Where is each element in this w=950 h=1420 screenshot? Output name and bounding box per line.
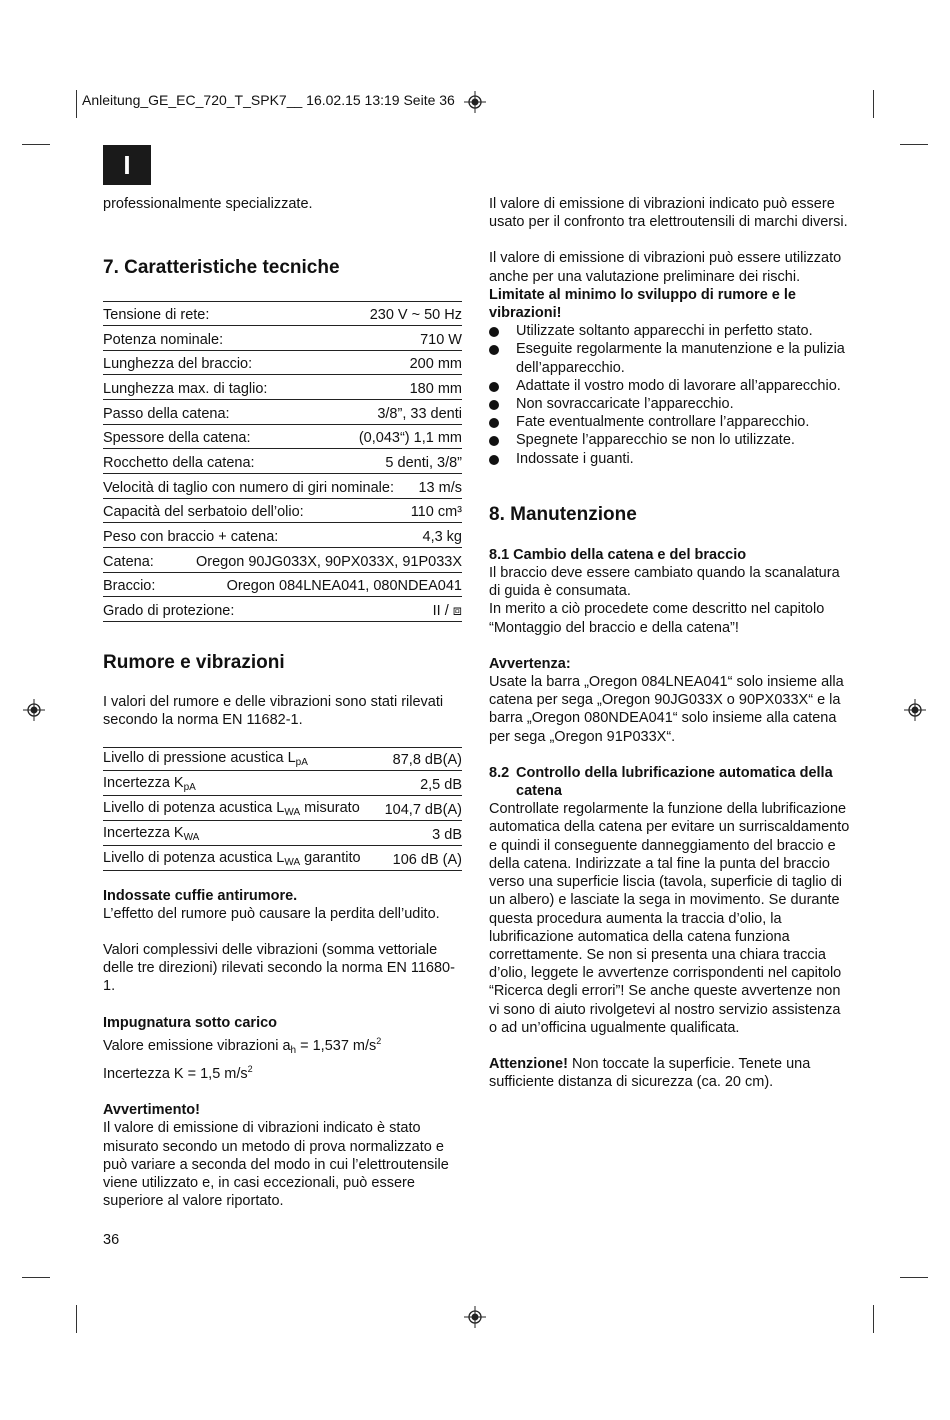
crop-mark bbox=[76, 90, 77, 118]
spec-label: Spessore della catena: bbox=[103, 430, 251, 447]
noise-row bbox=[103, 821, 462, 846]
spec-row bbox=[103, 474, 462, 499]
grip-title: Impugnatura sotto carico bbox=[103, 1014, 278, 1031]
print-slug: Anleitung_GE_EC_720_T_SPK7__ 16.02.15 13:19 Seite 36 bbox=[82, 92, 455, 108]
spec-row bbox=[103, 597, 462, 622]
ear-protection-text: L’effetto del rumore può causare la perdita dell’udito. bbox=[103, 905, 440, 922]
spec-row bbox=[103, 375, 462, 400]
registration-mark-icon bbox=[904, 699, 926, 721]
spec-row bbox=[103, 351, 462, 376]
noise-table bbox=[103, 747, 462, 871]
spec-label: Lunghezza del braccio: bbox=[103, 356, 253, 373]
noise-value: 87,8 dB(A) bbox=[392, 752, 462, 769]
registration-mark-icon bbox=[464, 1306, 486, 1328]
spec-value: Oregon 084LNEA041, 080NDEA041 bbox=[226, 578, 462, 595]
bullet-icon bbox=[489, 382, 499, 392]
bullet-icon bbox=[489, 400, 499, 410]
noise-title: Rumore e vibrazioni bbox=[103, 652, 285, 674]
spec-row bbox=[103, 301, 462, 326]
spec-label: Catena: bbox=[103, 553, 154, 570]
spec-value: 230 V ~ 50 Hz bbox=[369, 306, 462, 323]
noise-label: Livello di potenza acustica $L_{WA}$ misurato bbox=[103, 799, 360, 818]
warning-title: Avvertimento! bbox=[103, 1102, 200, 1119]
noise-value: 106 dB (A) bbox=[392, 851, 462, 868]
noise-label: Incertezza $K_{WA}$ bbox=[103, 824, 200, 843]
spec-value: (0,043“) 1,1 mm bbox=[358, 430, 462, 447]
advice-text: Usate la barra „Oregon 084LNEA041“ solo insieme alla catena per sega „Oregon 90JG033X o 90PX033X“ e la barra „Oregon 080NDEA041“ solo insieme alla catena per sega „Oregon 91P033X“. bbox=[489, 674, 844, 745]
spec-label: Braccio: bbox=[103, 578, 156, 595]
section-8-1-title: 8.1 Cambio della catena e del braccio bbox=[489, 546, 747, 563]
risk-text: Il valore di emissione di vibrazioni può essere utilizzato anche per una valutazione preliminare dei rischi. bbox=[489, 250, 842, 285]
list-item: Indossate i guanti. bbox=[489, 450, 851, 468]
list-item: Eseguite regolarmente la manutenzione e la pulizia dell’apparecchio. bbox=[489, 340, 851, 376]
bullet-icon bbox=[489, 327, 499, 337]
grip-line-1: Valore emissione vibrazioni $a_h = 1,537$ $m/s^2$ bbox=[103, 1035, 382, 1056]
spec-value: 710 W bbox=[420, 331, 462, 348]
noise-label: Livello di pressione acustica $L_{pA}$ bbox=[103, 750, 308, 769]
spec-table bbox=[103, 301, 462, 622]
intro-text: professionalmente specializzate. bbox=[103, 196, 313, 212]
section-8-2-title: 8.2 Controllo della lubrificazione automatica della catena bbox=[489, 764, 833, 800]
crop-mark bbox=[873, 90, 874, 118]
vibration-text: Valori complessivi delle vibrazioni (somma vettoriale delle tre direzioni) rilevati secondo la norma EN 11680-1. bbox=[103, 941, 455, 995]
advice-title: Avvertenza: bbox=[489, 655, 571, 672]
spec-value: Oregon 90JG033X, 90PX033X, 91P033X bbox=[195, 553, 462, 570]
spec-row bbox=[103, 548, 462, 573]
spec-row bbox=[103, 499, 462, 524]
list-item: Non sovraccaricate l’apparecchio. bbox=[489, 395, 851, 413]
spec-label: Capacità del serbatoio dell’olio: bbox=[103, 504, 304, 521]
warning-text: Il valore di emissione di vibrazioni indicato è stato misurato secondo un metodo di prova normalizzato e può variare a seconda del modo in cui l’elettroutensile viene utilizzato e, in casi eccezionali, può essere superiore al valore riportato. bbox=[103, 1120, 449, 1210]
spec-row bbox=[103, 573, 462, 598]
section-8-title: 8. Manutenzione bbox=[489, 503, 637, 525]
section-8-1-text-2: In merito a ciò procedete come descritto nel capitolo “Montaggio del braccio e della catena”! bbox=[489, 601, 825, 636]
noise-label: Livello di potenza acustica $L_{WA}$ garantito bbox=[103, 849, 361, 868]
spec-row bbox=[103, 523, 462, 548]
spec-value: 180 mm bbox=[409, 380, 462, 397]
noise-row bbox=[103, 747, 462, 772]
spec-label: Rocchetto della catena: bbox=[103, 455, 255, 472]
spec-label: Lunghezza max. di taglio: bbox=[103, 380, 268, 397]
list-item: Fate eventualmente controllare l’apparecchio. bbox=[489, 413, 851, 431]
noise-label: Incertezza $K_{pA}$ bbox=[103, 775, 196, 794]
crop-mark bbox=[873, 1305, 874, 1333]
noise-row bbox=[103, 796, 462, 821]
crop-mark bbox=[900, 144, 928, 145]
spec-value: 3/8”, 33 denti bbox=[377, 405, 462, 422]
spec-label: Passo della catena: bbox=[103, 405, 230, 422]
spec-row bbox=[103, 449, 462, 474]
comparison-text: Il valore di emissione di vibrazioni indicato può essere usato per il confronto tra elettroutensili di marchi diversi. bbox=[489, 196, 848, 231]
noise-row bbox=[103, 846, 462, 871]
bullet-icon bbox=[489, 455, 499, 465]
limit-title: Limitate al minimo lo sviluppo di rumore e le vibrazioni! bbox=[489, 286, 796, 322]
attention-text: Attenzione! Non toccate la superficie. Tenete una sufficiente distanza di sicurezza (ca. 20 cm). bbox=[489, 1055, 811, 1091]
registration-mark-icon bbox=[23, 699, 45, 721]
list-item: Spegnete l’apparecchio se non lo utilizzate. bbox=[489, 431, 851, 449]
spec-label: Grado di protezione: bbox=[103, 603, 235, 620]
section-8-1-text-1: Il braccio deve essere cambiato quando la scanalatura di guida è consumata. bbox=[489, 565, 840, 600]
right-column bbox=[489, 195, 851, 1091]
crop-mark bbox=[900, 1277, 928, 1278]
noise-row bbox=[103, 771, 462, 796]
spec-row bbox=[103, 400, 462, 425]
spec-value: 200 mm bbox=[409, 356, 462, 373]
bullet-icon bbox=[489, 436, 499, 446]
spec-value: 13 m/s bbox=[418, 479, 462, 496]
bullet-icon bbox=[489, 418, 499, 428]
crop-mark bbox=[22, 144, 50, 145]
left-column bbox=[103, 195, 462, 1210]
noise-intro: I valori del rumore e delle vibrazioni sono stati rilevati secondo la norma EN 11682-1. bbox=[103, 694, 444, 729]
noise-value: 104,7 dB(A) bbox=[384, 801, 462, 818]
section-7-title: 7. Caratteristiche tecniche bbox=[103, 257, 340, 279]
list-item: Utilizzate soltanto apparecchi in perfetto stato. bbox=[489, 322, 851, 340]
spec-label: Tensione di rete: bbox=[103, 306, 210, 323]
bullet-icon bbox=[489, 345, 499, 355]
section-8-2-text: Controllate regolarmente la funzione della lubrificazione automatica della catena per evitare un surriscaldamento e quindi il conseguente danneggiamento del braccio e della catena. Indirizzate a tal fine la punta del braccio verso una superficie liscia (tavola, superficie di taglio di un albero) e lasciate la sega in movimento. Se durante questa procedura aumenta la traccia d’olio, la lubrificazione automatica della catena funziona correttamente. Se non si presenta una chiara traccia d’olio, leggete le avvertenze corrispondenti nel capitolo “Ricerca degli errori”! Se anche queste avvertenze non vi sono di aiuto rivolgetevi al nostro servizio assistenza o ad un’officina ugualmente qualificata. bbox=[489, 801, 850, 1036]
bullet-list bbox=[489, 322, 851, 468]
spec-value: 4,3 kg bbox=[422, 529, 462, 546]
spec-value: 110 cm³ bbox=[410, 504, 462, 521]
spec-label: Potenza nominale: bbox=[103, 331, 224, 348]
ear-protection-title: Indossate cuffie antirumore. bbox=[103, 887, 298, 904]
language-tab: I bbox=[103, 145, 151, 185]
grip-line-2: Incertezza K = 1,5 $m/s^2$ bbox=[103, 1063, 253, 1082]
registration-mark-icon bbox=[464, 91, 486, 113]
page-number: 36 bbox=[103, 1232, 120, 1248]
spec-value: 5 denti, 3/8” bbox=[385, 455, 462, 472]
crop-mark bbox=[22, 1277, 50, 1278]
spec-label: Peso con braccio + catena: bbox=[103, 529, 279, 546]
spec-value: II / ⧈ bbox=[432, 603, 462, 620]
spec-row bbox=[103, 326, 462, 351]
crop-mark bbox=[76, 1305, 77, 1333]
list-item: Adattate il vostro modo di lavorare all’apparecchio. bbox=[489, 377, 851, 395]
noise-value: 2,5 dB bbox=[420, 777, 462, 794]
spec-label: Velocità di taglio con numero di giri nominale: bbox=[103, 479, 394, 496]
spec-row bbox=[103, 425, 462, 450]
noise-value: 3 dB bbox=[432, 826, 462, 843]
